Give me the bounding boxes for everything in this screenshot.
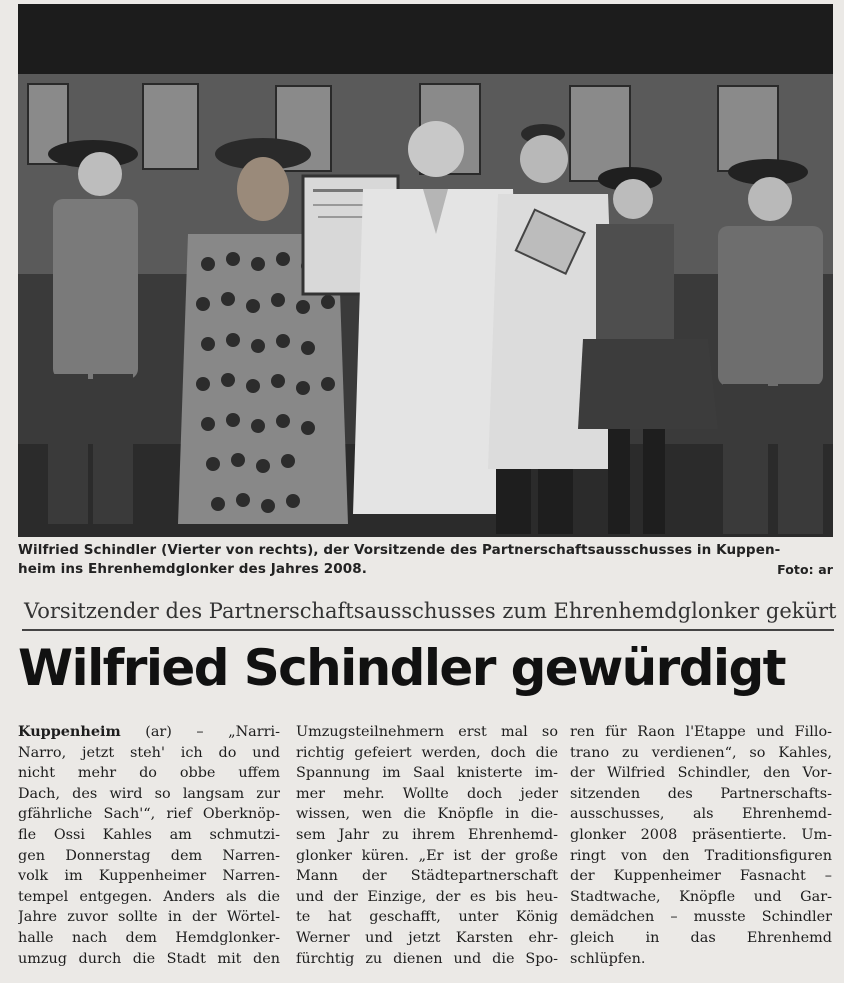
article-line: gleich in das Ehrenhemd bbox=[570, 929, 832, 946]
article-line: Dach, des wird so langsam zur bbox=[18, 785, 280, 802]
article-line: schlüpfen. bbox=[570, 950, 646, 967]
article-column-2 bbox=[296, 722, 558, 969]
article-line: te hat geschafft, unter König bbox=[296, 909, 558, 926]
article-line: fürchtig zu dienen und die Spo- bbox=[296, 950, 558, 967]
article-line: Mann der Städtepartnerschaft bbox=[296, 868, 558, 885]
article-line: Werner und jetzt Karsten ehr- bbox=[296, 929, 558, 946]
photo-caption bbox=[18, 541, 833, 579]
article-line: trano zu verdienen“, so Kahles, bbox=[570, 744, 832, 761]
article-line: Narro, jetzt steh' ich do und bbox=[18, 744, 280, 761]
article-body bbox=[18, 722, 833, 977]
article-line: nicht mehr do obbe uffem bbox=[18, 765, 280, 782]
article-line: Stadtwache, Knöpfle und Gar- bbox=[570, 888, 832, 905]
article-line: Umzugsteilnehmern erst mal so bbox=[296, 724, 558, 740]
dateline: Kuppenheim bbox=[18, 723, 121, 740]
article-line: wissen, wen die Knöpfle in die- bbox=[296, 806, 558, 823]
article-line: demädchen – musste Schindler bbox=[570, 909, 832, 926]
article-line: umzug durch die Stadt mit den bbox=[18, 950, 280, 967]
article-line: ausschusses, als Ehrenhemd- bbox=[570, 806, 832, 823]
subheadline: Vorsitzender des Partnerschaftsausschusses zum Ehrenhemdglonker gekürt bbox=[24, 599, 837, 623]
article-line: halle nach dem Hemdglonker- bbox=[18, 929, 280, 946]
article-line: mer mehr. Wollte doch jeder bbox=[296, 785, 558, 802]
divider-rule bbox=[22, 629, 834, 631]
article-line: volk im Kuppenheimer Narren- bbox=[18, 868, 280, 885]
article-line: Spannung im Saal knisterte im- bbox=[296, 765, 558, 782]
article-line: gen Donnerstag dem Narren- bbox=[18, 847, 280, 864]
article-line: sitzenden des Partnerschafts- bbox=[570, 785, 832, 802]
article-line: der Kuppenheimer Fasnacht – bbox=[570, 868, 832, 885]
article-line: ren für Raon l'Etappe und Fillo- bbox=[570, 724, 832, 740]
article-line: ringt von den Traditionsfiguren bbox=[570, 847, 832, 864]
article-line: fle Ossi Kahles am schmutzi- bbox=[18, 826, 280, 843]
article-line: der Wilfried Schindler, den Vor- bbox=[570, 765, 832, 782]
article-line: und der Einzige, der es bis heu- bbox=[296, 888, 558, 905]
headline: Wilfried Schindler gewürdigt bbox=[18, 639, 785, 697]
caption-line-1: Wilfried Schindler (Vierter von rechts), der Vorsitzende des Partnerschaftsausschusses in Kuppen- bbox=[18, 542, 781, 558]
article-column-1 bbox=[18, 722, 280, 969]
caption-line-2: heim ins Ehrenhemdglonker des Jahres 2008. bbox=[18, 561, 367, 577]
article-line: tempel entgegen. Anders als die bbox=[18, 888, 280, 905]
article-line: richtig gefeiert werden, doch die bbox=[296, 744, 558, 761]
article-line: sem Jahr zu ihrem Ehrenhemd- bbox=[296, 826, 558, 843]
article-line: glonker küren. „Er ist der große bbox=[296, 847, 558, 864]
photo-credit: Foto: ar bbox=[777, 562, 833, 577]
article-line: glonker 2008 präsentierte. Um- bbox=[570, 826, 832, 843]
article-line: Jahre zuvor sollte in der Wörtel- bbox=[18, 909, 280, 926]
article-line: Kuppenheim (ar) – „Narri- bbox=[18, 723, 280, 740]
article-line: gfährliche Sach'“, rief Oberknöp- bbox=[18, 806, 280, 823]
article-column-3 bbox=[570, 722, 832, 969]
news-photo bbox=[18, 4, 833, 537]
